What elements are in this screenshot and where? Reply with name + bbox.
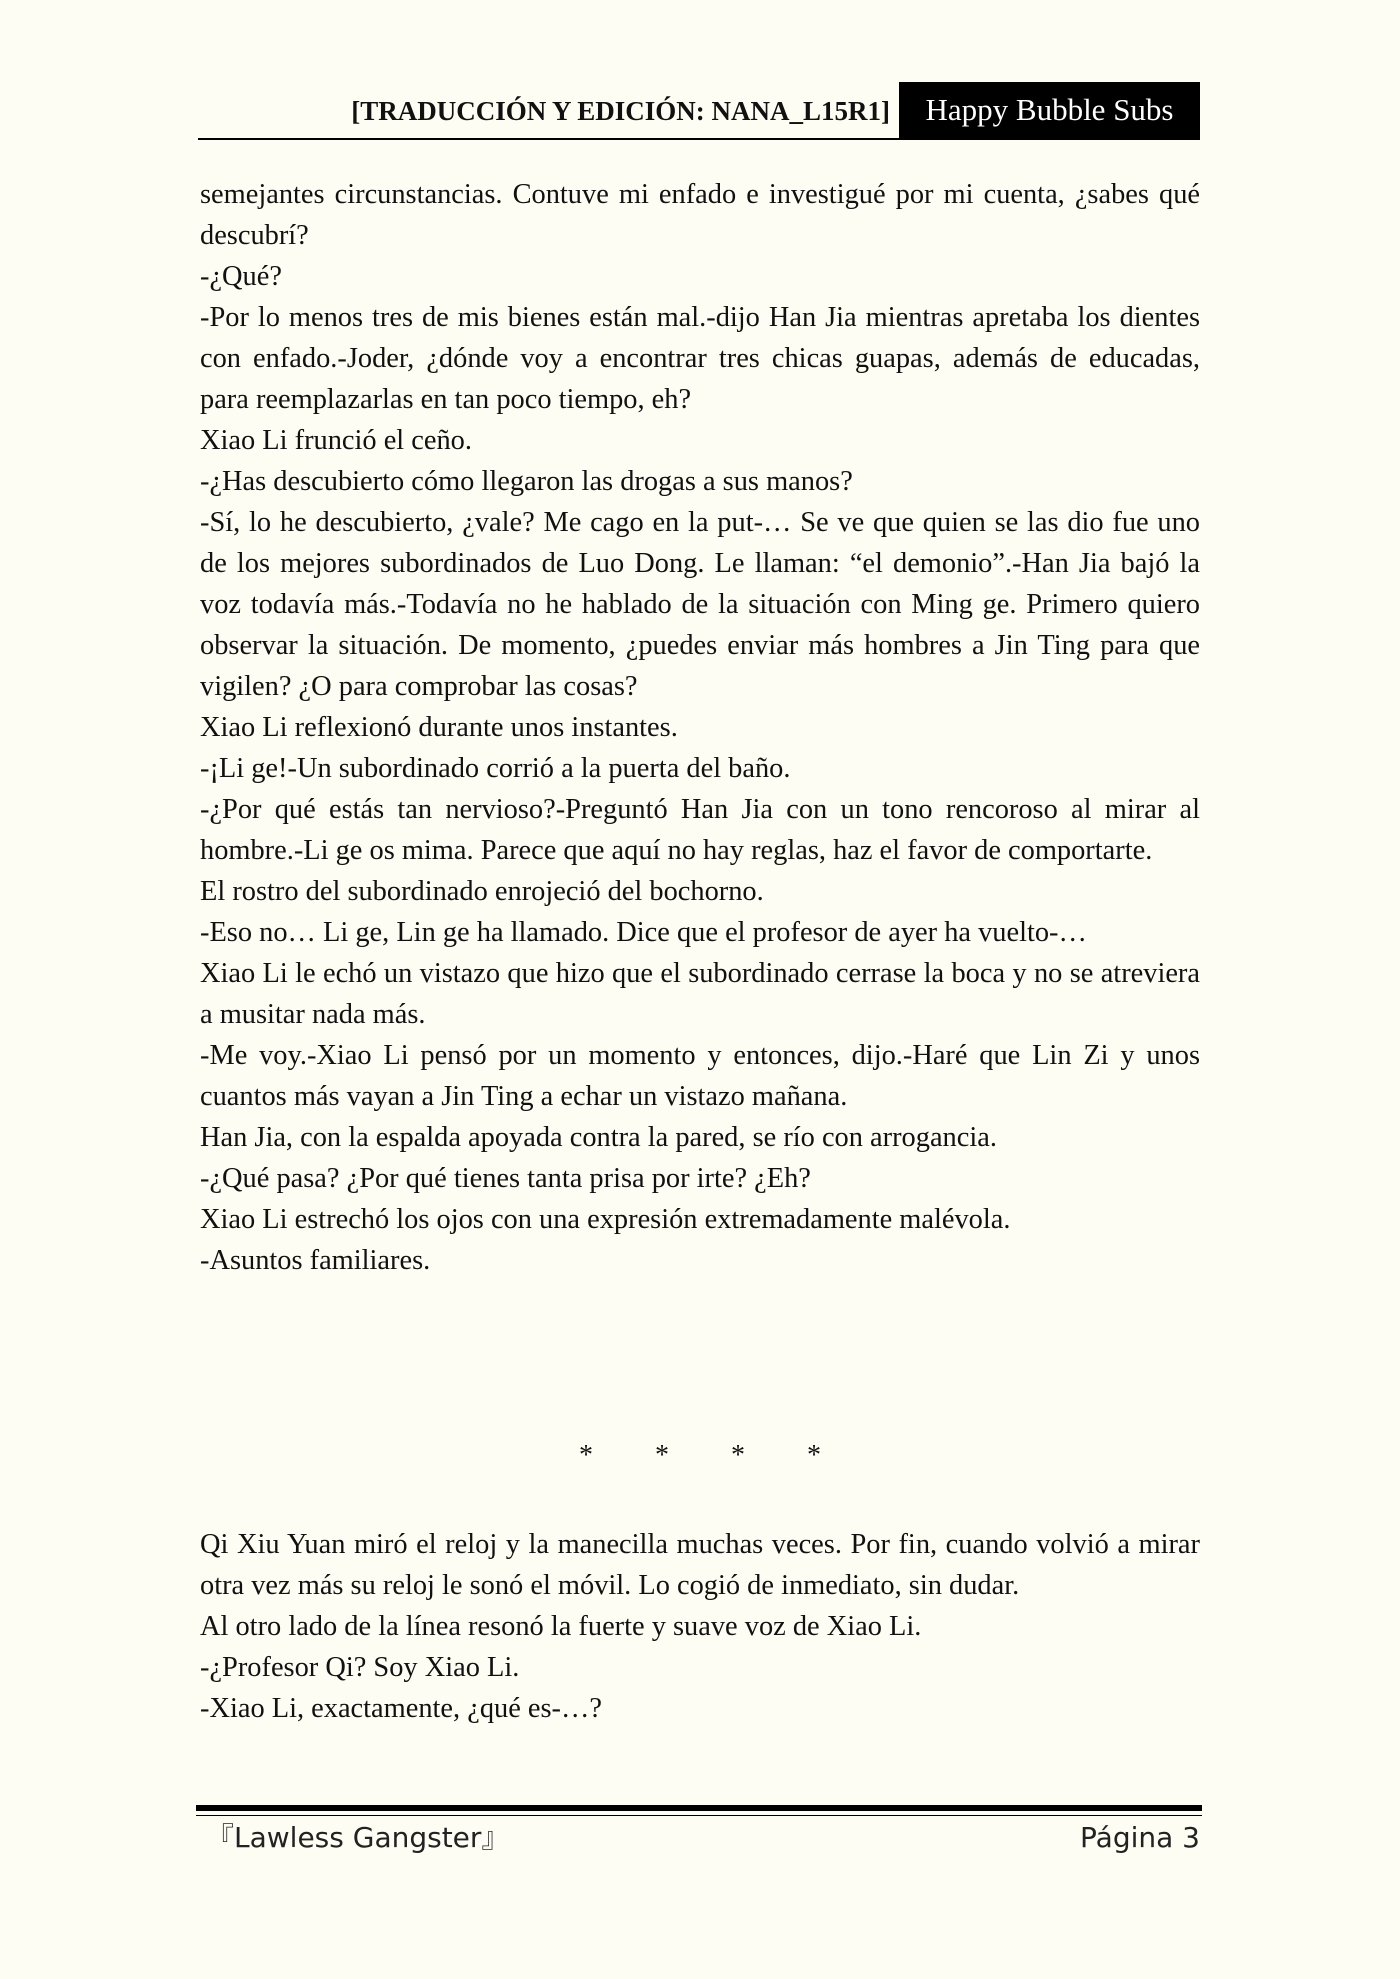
paragraph: Xiao Li reflexionó durante unos instantes. — [200, 712, 678, 743]
footer-rule-thick — [196, 1805, 1202, 1811]
paragraph: -¿Por qué estás tan nervioso?-Preguntó Han Jia con un tono rencoroso al mirar al hombre.-Li ge os mima. Parece que aquí no hay reglas, haz el favor de comportarte. — [200, 794, 1200, 866]
paragraph: -Sí, lo he descubierto, ¿vale? Me cago en la put-… Se ve que quien se las dio fue uno de los mejores subordinados de Luo Dong. Le llaman: “el demonio”.-Han Jia bajó la voz todavía más.-Todavía no he hablado de la situación con Ming ge. Primero quiero observar la situación. De momento, ¿puedes enviar más hombres a Jin Ting para que vigilen? ¿O para comprobar las cosas? — [200, 507, 1200, 702]
page-header — [198, 82, 1200, 140]
paragraph: Xiao Li le echó un vistazo que hizo que el subordinado cerrase la boca y no se atreviera a musitar nada más. — [200, 958, 1200, 1030]
paragraph: Han Jia, con la espalda apoyada contra la pared, se río con arrogancia. — [200, 1122, 997, 1153]
paragraph: -¿Qué pasa? ¿Por qué tienes tanta prisa por irte? ¿Eh? — [200, 1163, 811, 1194]
paragraph: -Asuntos familiares. — [200, 1245, 431, 1276]
main-text — [200, 174, 1200, 1281]
main-text-continued — [200, 1524, 1200, 1729]
paragraph: -¡Li ge!-Un subordinado corrió a la puerta del baño. — [200, 753, 791, 784]
paragraph: Al otro lado de la línea resonó la fuerte y suave voz de Xiao Li. — [200, 1611, 922, 1642]
separator-asterisk: * — [579, 1440, 593, 1471]
paragraph: -¿Qué? — [200, 261, 282, 292]
paragraph: Xiao Li frunció el ceño. — [200, 425, 472, 456]
paragraph: -¿Profesor Qi? Soy Xiao Li. — [200, 1652, 520, 1683]
separator-asterisk: * — [731, 1440, 745, 1471]
paragraph: -Eso no… Li ge, Lin ge ha llamado. Dice que el profesor de ayer ha vuelto-… — [200, 917, 1087, 948]
translation-credit: [TRADUCCIÓN Y EDICIÓN: NANA_L15R1] — [351, 96, 890, 126]
paragraph: -Por lo menos tres de mis bienes están mal.-dijo Han Jia mientras apretaba los dientes con enfado.-Joder, ¿dónde voy a encontrar tres chicas guapas, además de educadas, para reemplazarlas en tan poco tiempo, eh? — [200, 302, 1200, 415]
paragraph: -¿Has descubierto cómo llegaron las drogas a sus manos? — [200, 466, 853, 497]
separator-asterisk: * — [807, 1440, 821, 1471]
paragraph: -Me voy.-Xiao Li pensó por un momento y entonces, dijo.-Haré que Lin Zi y unos cuantos más vayan a Jin Ting a echar un vistazo mañana. — [200, 1040, 1200, 1112]
scene-separator — [200, 1440, 1200, 1480]
footer-book-title: 『Lawless Gangster』 — [206, 1821, 510, 1854]
paragraph: semejantes circunstancias. Contuve mi enfado e investigué por mi cuenta, ¿sabes qué descubrí? — [200, 179, 1200, 251]
footer-rule-thin — [196, 1815, 1202, 1816]
separator-asterisk: * — [655, 1440, 669, 1471]
paragraph: El rostro del subordinado enrojeció del bochorno. — [200, 876, 764, 907]
paragraph: Xiao Li estrechó los ojos con una expresión extremadamente malévola. — [200, 1204, 1011, 1235]
brand-badge: Happy Bubble Subs — [899, 82, 1200, 138]
paragraph: -Xiao Li, exactamente, ¿qué es-…? — [200, 1693, 603, 1724]
footer-page-number: Página 3 — [1080, 1821, 1200, 1854]
paragraph: Qi Xiu Yuan miró el reloj y la manecilla muchas veces. Por fin, cuando volvió a mirar otra vez más su reloj le sonó el móvil. Lo cogió de inmediato, sin dudar. — [200, 1529, 1200, 1601]
